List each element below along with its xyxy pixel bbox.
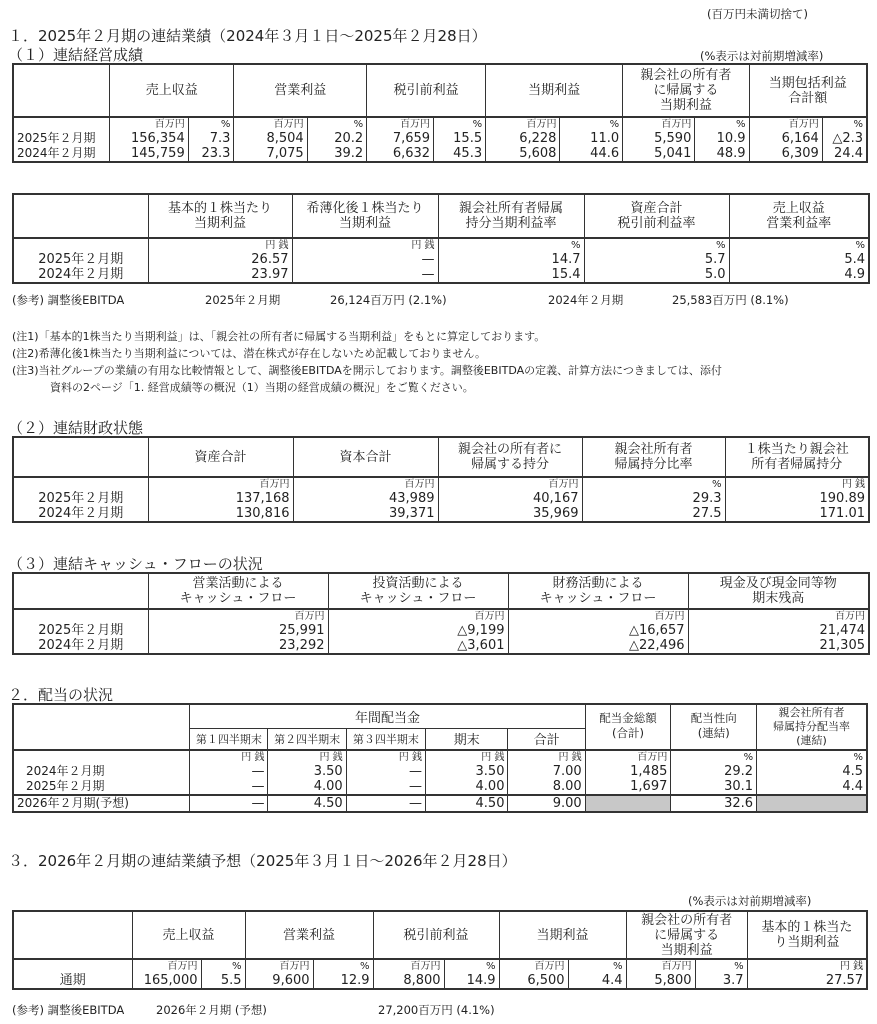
unit-cell: 百万円 — [148, 609, 328, 623]
value-cell: — — [346, 779, 425, 795]
header-line: 配当金総額 — [599, 711, 657, 725]
value-cell: 1,697 — [585, 779, 671, 795]
header-owners-profit — [623, 64, 749, 117]
table-row — [13, 252, 869, 267]
header-line: に帰属する — [654, 927, 720, 943]
unit-cell: 円 銭 — [148, 238, 292, 252]
value-cell: 190.89 — [725, 491, 869, 506]
unit-cell: % — [584, 238, 729, 252]
value-cell: 29.2 — [671, 764, 757, 779]
value-cell: 4.00 — [268, 779, 346, 795]
header-line: キャッシュ・フロー — [539, 591, 657, 606]
value-cell: 4.00 — [425, 779, 508, 795]
header-pretax-profit: 税引前利益 — [367, 64, 486, 117]
value-cell: 7.3 — [188, 131, 234, 146]
unit-cell: % — [313, 959, 373, 973]
unit-cell: 円 銭 — [508, 750, 585, 764]
section3-title: ３．2026年２月期の連結業績予想（2025年３月１日～2026年２月28日） — [8, 852, 517, 870]
header-line: 帰属持分比率 — [614, 457, 693, 472]
header-comprehensive — [749, 64, 867, 117]
value-cell: 9,600 — [245, 973, 313, 989]
unit-cell: % — [695, 959, 747, 973]
value-cell: 4.50 — [425, 795, 508, 812]
row-label: 2025年２月期 — [13, 491, 148, 506]
value-cell: 137,168 — [148, 491, 293, 506]
value-cell: 32.6 — [671, 795, 757, 812]
header-line: に帰属する — [653, 83, 719, 98]
unit-blank — [13, 477, 148, 491]
header-line: 合計額 — [788, 90, 828, 106]
table-row — [13, 506, 869, 522]
row-label: 2024年２月期 — [13, 638, 148, 654]
note-3: (注3)当社グループの業績の有用な比較情報として、調整後EBITDAを開示しております。調整後EBITDAの定義、計算方法につきましては、添付 — [12, 364, 722, 377]
section2-title: ２．配当の状況 — [8, 686, 114, 704]
table-row — [13, 146, 867, 162]
header-line: １株当たり親会社 — [744, 442, 849, 457]
value-cell: 30.1 — [671, 779, 757, 795]
table-row — [13, 267, 869, 283]
value-cell: 11.0 — [560, 131, 623, 146]
section1-title: １．2025年２月期の連結業績（2024年３月１日～2025年２月28日） — [8, 27, 487, 45]
header-total-equity: 資本合計 — [293, 437, 438, 477]
header-revenue: 売上収益 — [110, 64, 234, 117]
unit-cell: 円 銭 — [292, 238, 438, 252]
ratios-table — [12, 193, 870, 284]
forecast-ebitda-value: 27,200百万円 (4.1%) — [378, 1003, 495, 1017]
unit-cell: 百万円 — [486, 117, 560, 131]
row-label: 2024年２月期 — [13, 146, 110, 162]
unit-cell: % — [582, 477, 725, 491]
unit-cell: 百万円 — [148, 477, 293, 491]
unit-blank — [13, 750, 190, 764]
header-line: 親会社所有者 — [614, 442, 693, 457]
value-cell: 14.7 — [438, 252, 584, 267]
header-line: 親会社の所有者 — [641, 912, 733, 928]
header-line: キャッシュ・フロー — [359, 591, 477, 606]
value-cell: 5,608 — [486, 146, 560, 162]
value-cell: 23.3 — [188, 146, 234, 162]
value-cell: 3.7 — [695, 973, 747, 989]
financial-table — [12, 436, 870, 523]
value-cell: 39,371 — [293, 506, 438, 522]
value-cell: 40,167 — [438, 491, 582, 506]
table-row-forecast — [13, 795, 867, 812]
row-label: 2025年２月期 — [13, 131, 110, 146]
unit-cell: 百万円 — [373, 959, 444, 973]
row-label: 2024年２月期 — [13, 267, 148, 283]
value-cell: 35,969 — [438, 506, 582, 522]
header-net-profit: 当期利益 — [499, 911, 626, 959]
value-cell: 171.01 — [725, 506, 869, 522]
value-cell: 27.57 — [747, 973, 867, 989]
value-cell: 9.00 — [508, 795, 585, 812]
row-label: 2024年２月期 — [13, 764, 190, 779]
unit-cell: 円 銭 — [346, 750, 425, 764]
header-line: 親会社所有者帰属 — [458, 201, 563, 216]
value-cell — [757, 795, 867, 812]
row-label: 通期 — [13, 973, 132, 989]
value-cell: 7,075 — [234, 146, 307, 162]
unit-cell: 百万円 — [499, 959, 568, 973]
unit-cell: % — [444, 959, 499, 973]
value-cell: △9,199 — [328, 623, 508, 638]
unit-cell: 百万円 — [234, 117, 307, 131]
value-cell: 6,228 — [486, 131, 560, 146]
value-cell: 156,354 — [110, 131, 189, 146]
value-cell: — — [346, 764, 425, 779]
header-line: 帰属する持分 — [470, 457, 549, 472]
value-cell: 8,504 — [234, 131, 307, 146]
header-year-end: 期末 — [425, 728, 508, 750]
header-line: キャッシュ・フロー — [179, 591, 297, 606]
header-pretax-profit: 税引前利益 — [373, 911, 499, 959]
header-line: 所有者帰属持分 — [751, 457, 843, 472]
value-cell: 4.9 — [729, 267, 869, 283]
header-line: 親会社の所有者に — [457, 442, 562, 457]
unit-cell: % — [307, 117, 366, 131]
value-cell: 4.4 — [568, 973, 626, 989]
header-roa — [584, 194, 729, 238]
value-cell: — — [190, 779, 268, 795]
unit-cell: 円 銭 — [190, 750, 268, 764]
value-cell: 5.4 — [729, 252, 869, 267]
value-cell: 20.2 — [307, 131, 366, 146]
unit-blank — [13, 117, 110, 131]
table-row — [13, 638, 869, 654]
value-cell: 25,991 — [148, 623, 328, 638]
header-line: 当期包括利益 — [768, 75, 847, 91]
value-cell: 15.5 — [434, 131, 486, 146]
value-cell: 5.7 — [584, 252, 729, 267]
corner-cell — [13, 437, 148, 477]
header-op-margin — [729, 194, 869, 238]
value-cell: 145,759 — [110, 146, 189, 162]
forecast-ebitda-period: 2026年２月期 (予想) — [156, 1003, 267, 1017]
value-cell: 5,800 — [626, 973, 695, 989]
header-line: 営業活動による — [192, 576, 284, 591]
ebitda-period-2: 2024年２月期 — [548, 293, 624, 307]
value-cell: 43,989 — [293, 491, 438, 506]
value-cell: 6,164 — [749, 131, 822, 146]
header-line: 営業利益率 — [766, 216, 832, 231]
header-line: (合計) — [612, 726, 645, 740]
value-cell: 6,309 — [749, 146, 822, 162]
value-cell: — — [190, 764, 268, 779]
value-cell: 7,659 — [367, 131, 434, 146]
value-cell: 45.3 — [434, 146, 486, 162]
unit-blank — [13, 609, 148, 623]
value-cell: — — [292, 252, 438, 267]
unit-blank — [13, 238, 148, 252]
value-cell: 48.9 — [695, 146, 749, 162]
corner-cell — [13, 573, 148, 609]
header-payout-ratio — [671, 704, 757, 750]
note-3-continued: 資料の2ページ「1. 経営成績等の概況（1）当期の経営成績の概況」をご覧ください。 — [50, 381, 474, 394]
corner-cell — [13, 64, 110, 117]
value-cell: 7.00 — [508, 764, 585, 779]
unit-cell: 百万円 — [110, 117, 189, 131]
value-cell: 8.00 — [508, 779, 585, 795]
forecast-ebitda-label: (参考) 調整後EBITDA — [12, 1003, 125, 1017]
unit-cell: 百万円 — [688, 609, 869, 623]
value-cell: 3.50 — [268, 764, 346, 779]
sub3-title: （３）連結キャッシュ・フローの状況 — [8, 555, 263, 573]
header-net-profit: 当期利益 — [486, 64, 623, 117]
table-row — [13, 131, 867, 146]
header-revenue: 売上収益 — [132, 911, 245, 959]
value-cell: 14.9 — [444, 973, 499, 989]
header-line: (連結) — [697, 726, 730, 740]
value-cell: △2.3 — [822, 131, 867, 146]
unit-cell: 百万円 — [132, 959, 201, 973]
unit-cell: % — [188, 117, 234, 131]
header-total-dividend — [585, 704, 671, 750]
header-line: 当期利益 — [338, 216, 391, 231]
sub2-title: （２）連結財政状態 — [8, 419, 144, 437]
value-cell: 44.6 — [560, 146, 623, 162]
header-investing-cf — [328, 573, 508, 609]
value-cell: 21,474 — [688, 623, 869, 638]
note-2: (注2)希薄化後1株当たり当期利益については、潜在株式が存在しないため記載しておりません。 — [12, 347, 487, 360]
unit-cell: 百万円 — [585, 750, 671, 764]
unit-cell: 円 銭 — [268, 750, 346, 764]
header-line: 基本的１株当た — [761, 920, 853, 935]
value-cell: 23,292 — [148, 638, 328, 654]
value-cell: 4.4 — [757, 779, 867, 795]
value-cell: 5,590 — [623, 131, 695, 146]
header-line: 期末残高 — [752, 591, 805, 606]
value-cell: △16,657 — [508, 623, 688, 638]
unit-cell: % — [729, 238, 869, 252]
unit-cell: 百万円 — [623, 117, 695, 131]
unit-cell: 百万円 — [749, 117, 822, 131]
header-line: 配当性向 — [690, 711, 737, 725]
header-line: 親会社所有者 — [778, 706, 845, 719]
unit-cell: % — [201, 959, 245, 973]
header-line: 持分当期利益率 — [465, 216, 557, 231]
unit-cell: % — [671, 750, 757, 764]
value-cell: 5.0 — [584, 267, 729, 283]
value-cell: 39.2 — [307, 146, 366, 162]
value-cell: — — [190, 795, 268, 812]
unit-cell: 百万円 — [367, 117, 434, 131]
value-cell: 6,632 — [367, 146, 434, 162]
header-line: 財務活動による — [552, 576, 644, 591]
sub1-title: （１）連結経営成績 — [8, 46, 144, 64]
table-row — [13, 973, 867, 989]
header-bps — [725, 437, 869, 477]
ebitda-value-1: 26,124百万円 (2.1%) — [330, 293, 447, 307]
corner-cell — [13, 704, 190, 750]
unit-cell: % — [568, 959, 626, 973]
header-cash-end — [688, 573, 869, 609]
table-row — [13, 491, 869, 506]
value-cell: 5,041 — [623, 146, 695, 162]
header-doe — [757, 704, 867, 750]
row-label: 2025年２月期 — [13, 252, 148, 267]
value-cell: 130,816 — [148, 506, 293, 522]
unit-row — [13, 238, 869, 252]
header-owners-profit — [626, 911, 747, 959]
header-line: 現金及び現金同等物 — [719, 576, 837, 591]
header-total: 合計 — [508, 728, 585, 750]
header-operating-profit: 営業利益 — [234, 64, 367, 117]
ebitda-period-1: 2025年２月期 — [205, 293, 281, 307]
header-basic-eps — [148, 194, 292, 238]
row-label: 2026年２月期(予想) — [13, 795, 190, 812]
header-q2: 第２四半期末 — [268, 728, 346, 750]
value-cell: 165,000 — [132, 973, 201, 989]
value-cell: 27.5 — [582, 506, 725, 522]
row-label: 2025年２月期 — [13, 623, 148, 638]
value-cell: 29.3 — [582, 491, 725, 506]
header-line: (連結) — [796, 734, 827, 747]
header-line: 投資活動による — [372, 576, 464, 591]
value-cell: 3.50 — [425, 764, 508, 779]
value-cell: 8,800 — [373, 973, 444, 989]
header-line: 親会社の所有者 — [640, 68, 732, 83]
value-cell: 24.4 — [822, 146, 867, 162]
row-label: 2024年２月期 — [13, 506, 148, 522]
value-cell: 23.97 — [148, 267, 292, 283]
value-cell: △22,496 — [508, 638, 688, 654]
corner-cell — [13, 911, 132, 959]
value-cell: 1,485 — [585, 764, 671, 779]
unit-row — [13, 959, 867, 973]
dividends-table — [12, 703, 868, 813]
table-row — [13, 764, 867, 779]
unit-cell: 円 銭 — [747, 959, 867, 973]
unit-row — [13, 609, 869, 623]
value-cell: 15.4 — [438, 267, 584, 283]
unit-cell: 百万円 — [508, 609, 688, 623]
value-cell: 12.9 — [313, 973, 373, 989]
header-total-assets: 資産合計 — [148, 437, 293, 477]
unit-row — [13, 750, 867, 764]
unit-cell: 百万円 — [438, 477, 582, 491]
row-label: 2025年２月期 — [13, 779, 190, 795]
header-line: 税引前利益率 — [617, 216, 696, 231]
value-cell: 6,500 — [499, 973, 568, 989]
header-line: り当期利益 — [774, 935, 840, 950]
value-cell: — — [292, 267, 438, 283]
header-basic-eps — [747, 911, 867, 959]
value-cell — [585, 795, 671, 812]
header-line: 売上収益 — [772, 201, 825, 216]
header-operating-profit: 営業利益 — [245, 911, 373, 959]
results-table — [12, 63, 868, 163]
note-1: (注1)「基本的1株当たり当期利益」は、「親会社の所有者に帰属する当期利益」をもとに算定しております。 — [12, 330, 546, 343]
unit-blank — [13, 959, 132, 973]
unit-cell: % — [695, 117, 749, 131]
table-row — [13, 779, 867, 795]
forecast-pct-note: (%表示は対前期増減率) — [688, 894, 812, 908]
value-cell: 10.9 — [695, 131, 749, 146]
header-owners-equity — [438, 437, 582, 477]
value-cell: 26.57 — [148, 252, 292, 267]
unit-cell: 百万円 — [626, 959, 695, 973]
unit-cell: 円 銭 — [425, 750, 508, 764]
header-line: 基本的１株当たり — [167, 201, 272, 216]
header-line: 当期利益 — [659, 98, 712, 113]
value-cell: — — [346, 795, 425, 812]
unit-cell: % — [438, 238, 584, 252]
unit-cell: % — [757, 750, 867, 764]
header-annual-dividend: 年間配当金 — [190, 704, 585, 728]
header-roe — [438, 194, 584, 238]
header-equity-ratio — [582, 437, 725, 477]
unit-cell: 百万円 — [245, 959, 313, 973]
header-line: 帰属持分配当率 — [773, 720, 851, 733]
value-cell: 4.5 — [757, 764, 867, 779]
cashflow-table — [12, 572, 870, 655]
header-line: 希薄化後１株当たり — [306, 201, 424, 216]
value-cell: △3,601 — [328, 638, 508, 654]
header-diluted-eps — [292, 194, 438, 238]
corner-cell — [13, 194, 148, 238]
header-line: 当期利益 — [660, 942, 713, 958]
value-cell: 4.50 — [268, 795, 346, 812]
unit-row — [13, 477, 869, 491]
header-q1: 第１四半期末 — [190, 728, 268, 750]
unit-cell: 百万円 — [328, 609, 508, 623]
header-q3: 第３四半期末 — [346, 728, 425, 750]
ebitda-value-2: 25,583百万円 (8.1%) — [672, 293, 789, 307]
unit-cell: % — [560, 117, 623, 131]
unit-cell: % — [434, 117, 486, 131]
value-cell: 21,305 — [688, 638, 869, 654]
unit-cell: 円 銭 — [725, 477, 869, 491]
forecast-table — [12, 910, 868, 990]
header-financing-cf — [508, 573, 688, 609]
pct-note: (%表示は対前期増減率) — [700, 49, 824, 63]
unit-cell: 百万円 — [293, 477, 438, 491]
header-line: 当期利益 — [193, 216, 246, 231]
unit-note: (百万円未満切捨て) — [707, 7, 808, 21]
header-operating-cf — [148, 573, 328, 609]
unit-cell: % — [822, 117, 867, 131]
table-row — [13, 623, 869, 638]
header-line: 資産合計 — [630, 201, 683, 216]
value-cell: 5.5 — [201, 973, 245, 989]
ebitda-label: (参考) 調整後EBITDA — [12, 293, 125, 307]
